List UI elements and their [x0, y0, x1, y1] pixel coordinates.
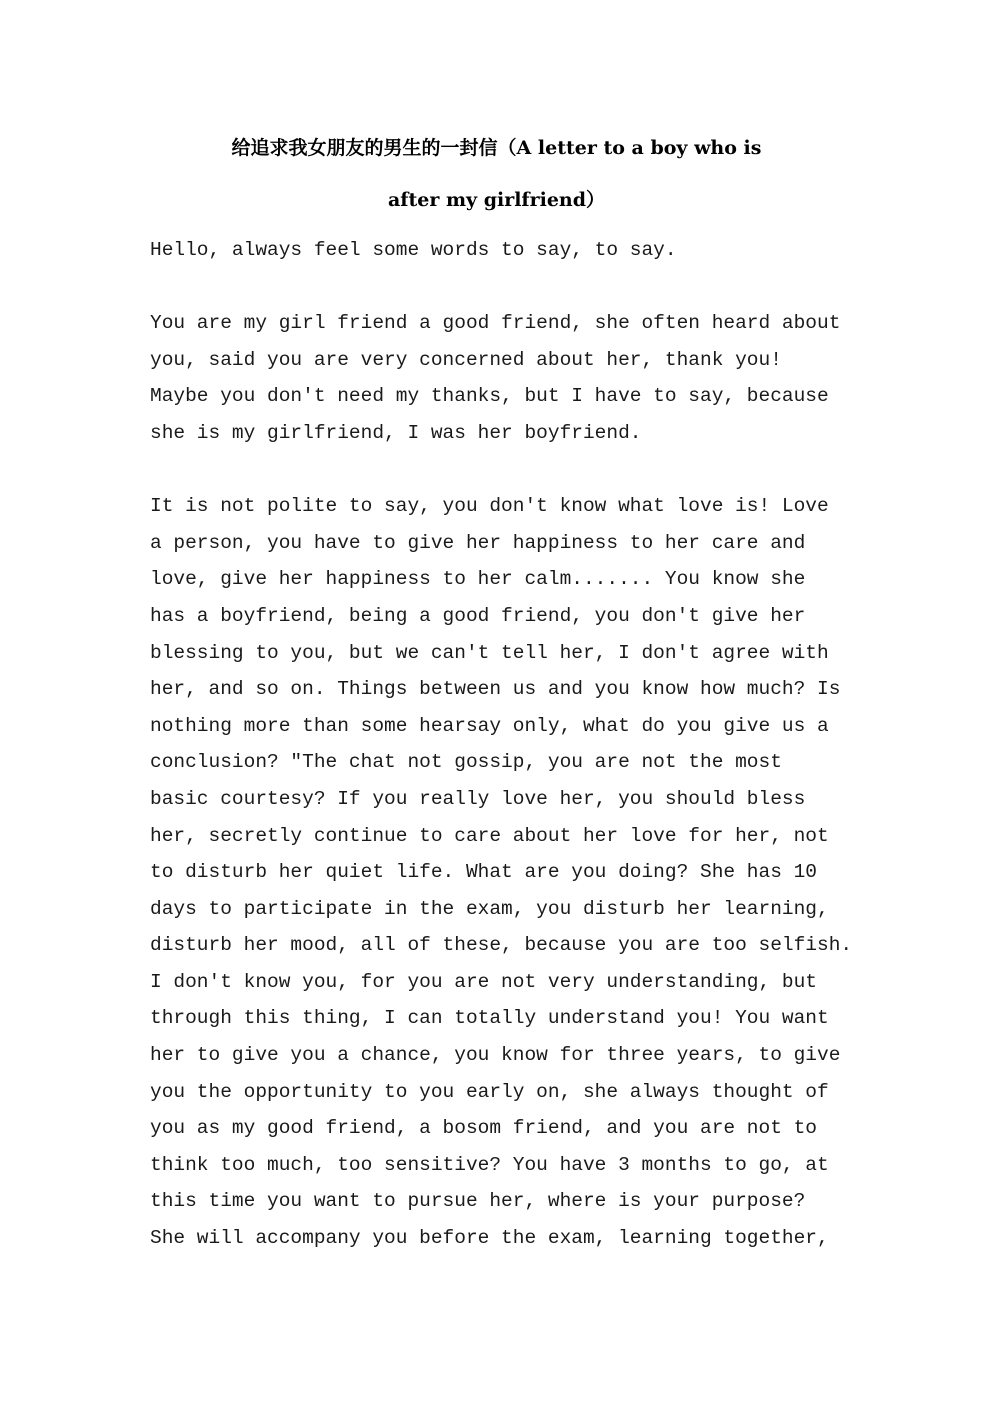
text-line: her, and so on. Things between us and you know how much? Is — [150, 678, 841, 701]
text-line: It is not polite to say, you don't know what love is! Love — [150, 495, 829, 518]
text-line: a person, you have to give her happiness to her care and — [150, 531, 806, 554]
text-line: Maybe you don't need my thanks, but I have to say, because — [150, 385, 829, 408]
text-line: She will accompany you before the exam, learning together, — [150, 1227, 829, 1250]
text-line: her, secretly continue to care about her love for her, not — [150, 824, 829, 847]
text-line: to disturb her quiet life. What are you doing? She has 10 — [150, 861, 818, 884]
text-line: her to give you a chance, you know for three years, to give — [150, 1044, 841, 1067]
text-line: blessing to you, but we can't tell her, I don't agree with — [150, 641, 829, 664]
text-line: You are my girl friend a good friend, she often heard about — [150, 312, 841, 335]
text-line: days to participate in the exam, you disturb her learning, — [150, 897, 829, 920]
text-line: nothing more than some hearsay only, what do you give us a — [150, 714, 829, 737]
text-line: I don't know you, for you are not very understanding, but — [150, 970, 818, 993]
letter-body — [150, 232, 853, 1257]
text-line: love, give her happiness to her calm....... You know she — [150, 568, 806, 591]
paragraph-main — [150, 488, 853, 1256]
text-line: you, said you are very concerned about her, thank you! — [150, 348, 782, 371]
text-line: Hello, always feel some words to say, to say. — [150, 239, 677, 261]
paragraph-spacer — [150, 269, 850, 306]
text-line: basic courtesy? If you really love her, you should bless — [150, 787, 806, 810]
text-line: disturb her mood, all of these, because you are too selfish. — [150, 934, 853, 957]
paragraph-spacer — [150, 452, 850, 489]
text-line: conclusion? "The chat not gossip, you are not the most — [150, 751, 782, 774]
paragraph-introduction — [150, 305, 850, 451]
text-line: you the opportunity to you early on, she always thought of — [150, 1080, 829, 1103]
document-title-line-1: 给追求我女朋友的男生的一封信（A letter to a boy who is — [231, 137, 762, 159]
text-line: this time you want to pursue her, where is your purpose? — [150, 1190, 806, 1213]
text-line: has a boyfriend, being a good friend, you don't give her — [150, 604, 806, 627]
paragraph-greeting — [150, 232, 850, 269]
text-line: through this thing, I can totally understand you! You want — [150, 1007, 829, 1030]
text-line: she is my girlfriend, I was her boyfriend. — [150, 421, 642, 444]
text-line: think too much, too sensitive? You have 3 months to go, at — [150, 1153, 829, 1176]
text-line: you as my good friend, a bosom friend, and you are not to — [150, 1117, 818, 1140]
document-title-line-2: after my girlfriend） — [387, 189, 606, 211]
